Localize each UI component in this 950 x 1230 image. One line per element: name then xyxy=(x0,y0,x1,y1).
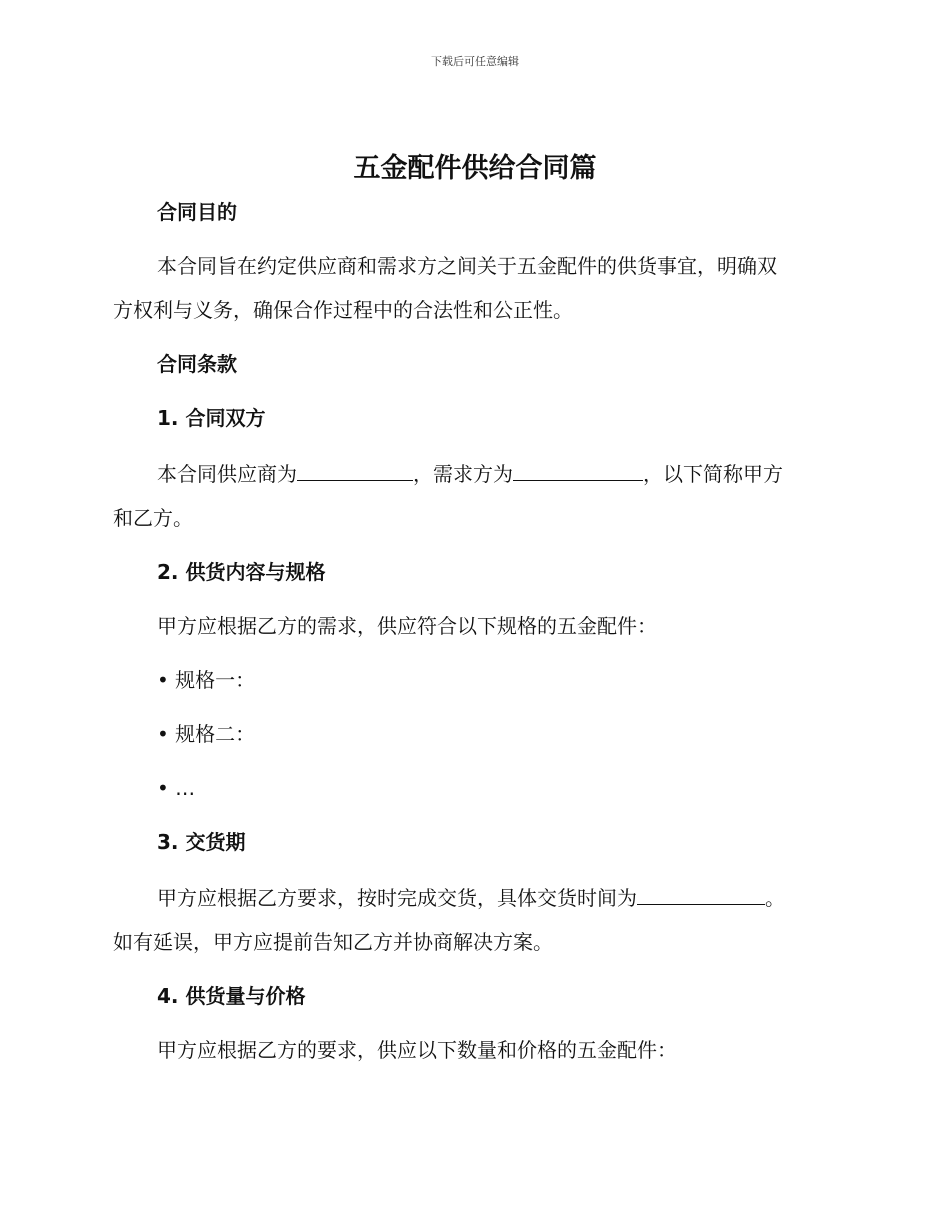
supplier-name-blank[interactable] xyxy=(297,456,413,481)
section-1-text-supplier: 本合同供应商为 xyxy=(157,462,297,486)
delivery-time-blank[interactable] xyxy=(637,880,765,905)
section-3-line-2: 如有延误，甲方应提前告知乙方并协商解决方案。 xyxy=(113,930,553,954)
section-3-text: 甲方应根据乙方要求，按时完成交货，具体交货时间为 xyxy=(157,886,637,910)
section-1-text-abbr: ，以下简称甲方 xyxy=(643,462,783,486)
section-4-heading: 4. 供货量与价格 xyxy=(157,984,306,1008)
spec-item-2: • 规格二： xyxy=(157,722,256,746)
page-header-note: 下载后可任意编辑 xyxy=(431,55,519,68)
purpose-line-2: 方权利与义务，确保合作过程中的合法性和公正性。 xyxy=(113,298,573,322)
document-body xyxy=(113,196,833,1066)
terms-heading: 合同条款 xyxy=(157,352,237,376)
section-1-heading: 1. 合同双方 xyxy=(157,406,266,430)
purpose-line-1: 本合同旨在约定供应商和需求方之间关于五金配件的供货事宜，明确双 xyxy=(157,254,777,278)
document-title: 五金配件供给合同篇 xyxy=(353,153,597,184)
spec-item-1: • 规格一： xyxy=(157,668,256,692)
spec-item-more: • … xyxy=(157,776,196,800)
section-2-heading: 2. 供货内容与规格 xyxy=(157,560,326,584)
section-3-line-1 xyxy=(113,880,833,914)
section-3-period: 。 xyxy=(765,886,785,910)
section-2-line: 甲方应根据乙方的需求，供应符合以下规格的五金配件： xyxy=(157,614,657,638)
buyer-name-blank[interactable] xyxy=(513,456,643,481)
section-4-line: 甲方应根据乙方的要求，供应以下数量和价格的五金配件： xyxy=(157,1038,677,1062)
section-1-line-1 xyxy=(113,456,833,490)
section-1-text-buyer: ，需求方为 xyxy=(413,462,513,486)
section-3-heading: 3. 交货期 xyxy=(157,830,246,854)
section-1-line-2: 和乙方。 xyxy=(113,506,193,530)
purpose-heading: 合同目的 xyxy=(157,200,237,224)
